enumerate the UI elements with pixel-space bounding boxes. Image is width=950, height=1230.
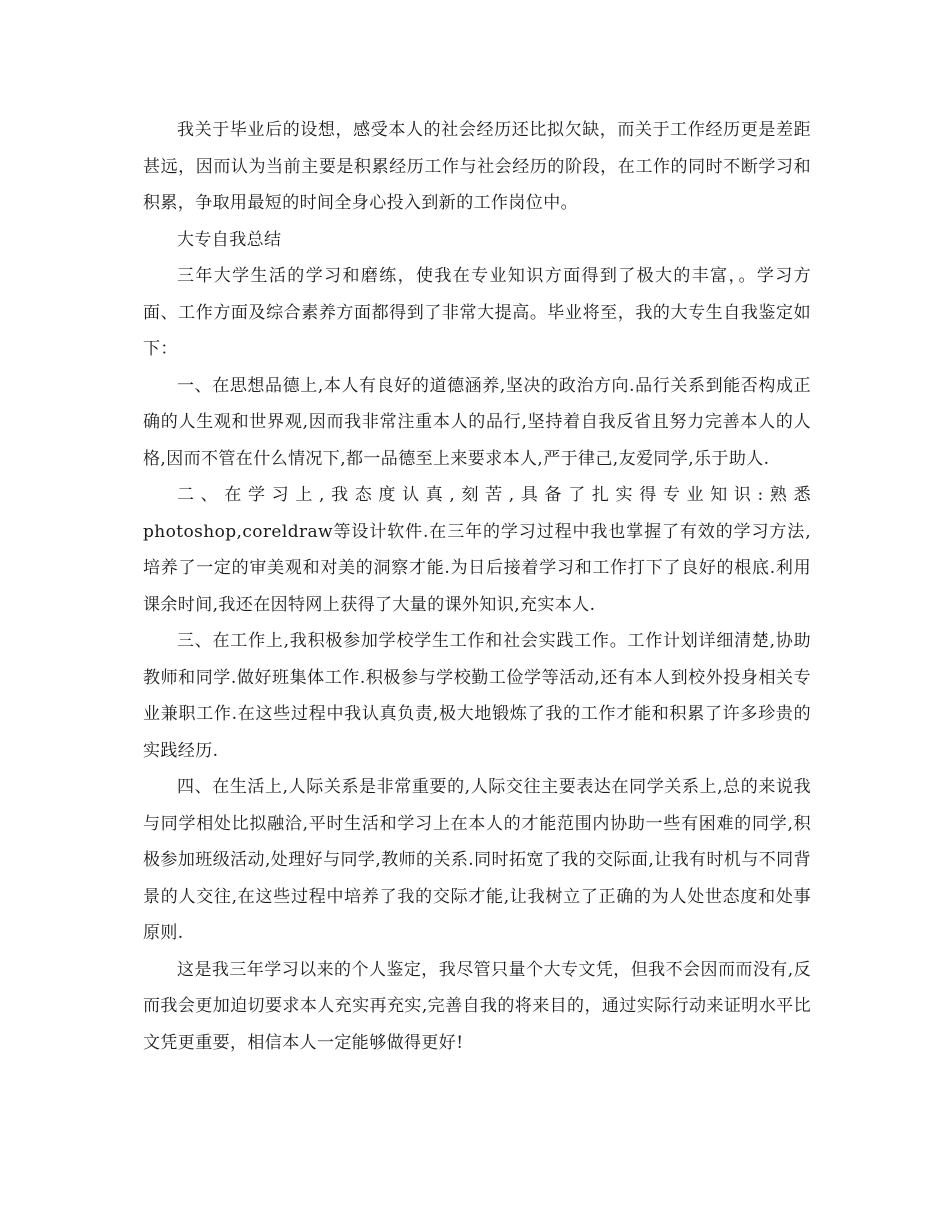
paragraph-plans-after-graduation: 我关于毕业后的设想，感受本人的社会经历还比拟欠缺，而关于工作经历更是差距甚远，因而认为当前主要是积累经历工作与社会经历的阶段，在工作的同时不断学习和积累，争取用最短的时间全身心投入到新的工作岗位中。 [143,120,811,213]
document-body [143,112,811,1061]
paragraph-conclusion: 这是我三年学习以来的个人鉴定，我尽管只量个大专文凭，但我不会因而而没有,反而我会更加迫切要求本人充实再充实,完善自我的将来目的，通过实际行动来证明水平比文凭更重要，相信本人一定能够做得更好! [143,959,811,1053]
paragraph-intro: 三年大学生活的学习和磨练，使我在专业知识方面得到了极大的丰富，。学习方面、工作方面及综合素养方面都得到了非常大提高。毕业将至，我的大专生自我鉴定如下： [143,266,811,359]
paragraph-study: 二、在学习上,我态度认真,刻苦,具备了扎实得专业知识:熟悉photoshop,coreldraw等设计软件.在三年的学习过程中我也掌握了有效的学习方法,培养了一定的审美观和对美的洞察才能.为日后接着学习和工作打下了良好的根底.利用课余时间,我还在因特网上获得了大量的课外知识,充实本人. [143,485,811,615]
paragraph-life: 四、在生活上,人际关系是非常重要的,人际交往主要表达在同学关系上,总的来说我与同学相处比拟融洽,平时生活和学习上在本人的才能范围内协助一些有困难的同学,积极参加班级活动,处理好与同学,教师的关系.同时拓宽了我的交际面,让我有时机与不同背景的人交往,在这些过程中培养了我的交际才能,让我树立了正确的为人处世态度和处事原则. [143,777,811,943]
paragraph-moral-character: 一、在思想品德上,本人有良好的道德涵养,坚决的政治方向.品行关系到能否构成正确的人生观和世界观,因而我非常注重本人的品行,坚持着自我反省且努力完善本人的人格,因而不管在什么情况下,都一品德至上来要求本人,严于律己,友爱同学,乐于助人. [143,375,811,469]
paragraph-work: 三、在工作上,我积极参加学校学生工作和社会实践工作。工作计划详细清楚,协助教师和同学.做好班集体工作.积极参与学校勤工俭学等活动,还有本人到校外投身相关专业兼职工作.在这些过程中我认真负责,极大地锻炼了我的工作才能和积累了许多珍贵的实践经历. [143,631,811,761]
section-heading: 大专自我总结 [177,229,282,250]
